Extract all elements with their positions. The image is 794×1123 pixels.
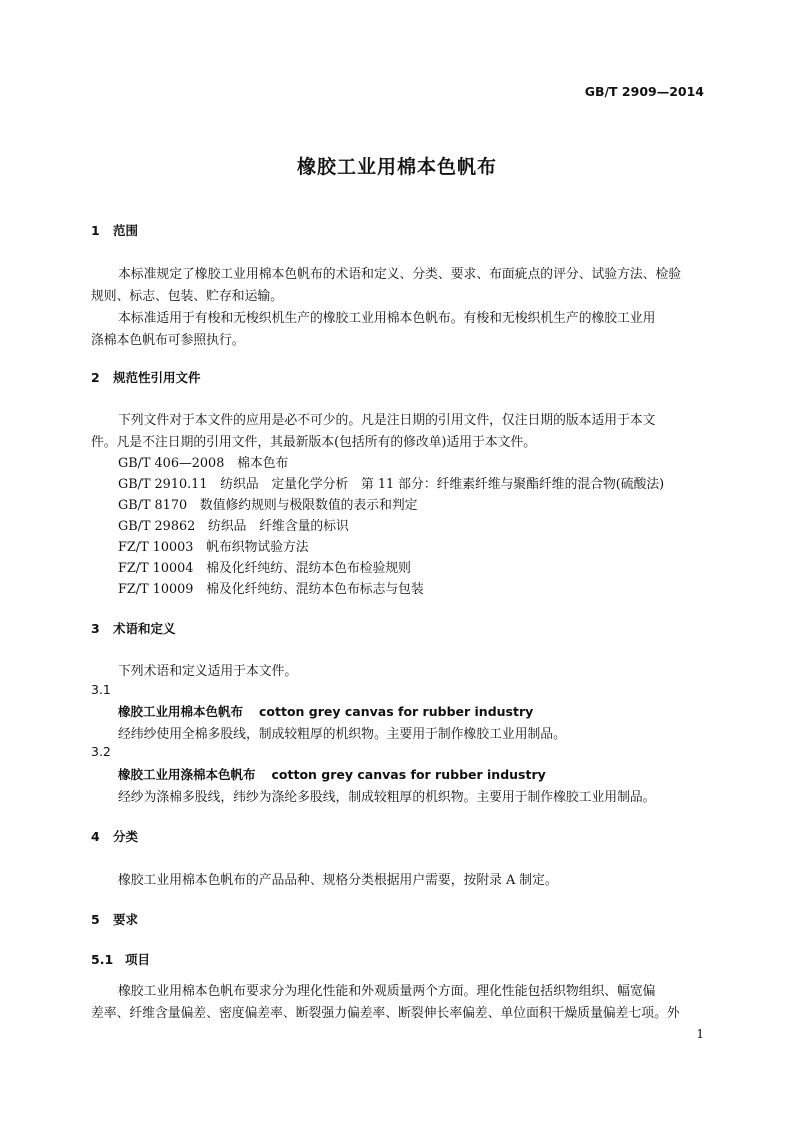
term-heading (118, 765, 546, 783)
section-number: 1 (91, 223, 100, 238)
paragraph-line: 件。凡是不注日期的引用文件，其最新版本(包括所有的修改单)适用于本文件。 (91, 435, 537, 450)
paragraph-line: 差率、纤维含量偏差、密度偏差率、断裂强力偏差率、断裂伸长率偏差、单位面积干燥质量偏差七项。外 (91, 1006, 680, 1021)
section-title: 分类 (113, 829, 139, 844)
section-number: 2 (91, 370, 100, 385)
reference-item (118, 494, 417, 513)
page-number: 1 (696, 1027, 704, 1041)
section-number: 5 (91, 912, 100, 927)
section-number: 4 (91, 829, 100, 844)
term-number: 3.2 (91, 744, 111, 759)
term-en: cotton grey canvas for rubber industry (259, 704, 534, 719)
paragraph-line: 下列术语和定义适用于本文件。 (118, 664, 298, 679)
section-4-heading (91, 827, 138, 845)
section-title: 规范性引用文件 (113, 370, 201, 385)
reference-name: 纺织品 定量化学分析 第 11 部分：纤维素纤维与聚酯纤维的混合物(硫酸法) (220, 477, 665, 492)
term-number: 3.1 (91, 682, 111, 697)
term-zh: 橡胶工业用棉本色帆布 (118, 704, 244, 719)
reference-name: 棉及化纤纯纺、混纺本色布检验规则 (206, 561, 411, 576)
reference-item (118, 578, 424, 597)
reference-name: 帆布织物试验方法 (206, 540, 309, 555)
reference-item (118, 557, 411, 576)
term-heading (118, 702, 533, 720)
reference-item (118, 515, 349, 534)
paragraph-line: 涤棉本色帆布可参照执行。 (91, 333, 245, 348)
reference-code: GB/T 2910.11 (118, 477, 208, 492)
reference-name: 数值修约规则与极限数值的表示和判定 (199, 498, 418, 513)
reference-name: 纺织品 纤维含量的标识 (208, 519, 349, 534)
term-definition: 经纬纱使用全棉多股线，制成较粗厚的机织物。主要用于制作橡胶工业用制品。 (118, 727, 566, 742)
reference-name: 棉本色布 (237, 456, 289, 471)
subsection-title: 项目 (125, 952, 151, 967)
section-title: 要求 (113, 912, 139, 927)
reference-name: 棉及化纤纯纺、混纺本色布标志与包装 (206, 582, 424, 597)
section-2-heading (91, 368, 201, 386)
reference-item (118, 452, 288, 471)
reference-code: GB/T 29862 (118, 519, 196, 534)
reference-code: FZ/T 10004 (118, 561, 194, 576)
term-en: cotton grey canvas for rubber industry (271, 767, 546, 782)
paragraph-line: 规则、标志、包装、贮存和运输。 (91, 289, 283, 304)
paragraph-line: 下列文件对于本文件的应用是必不可少的。凡是注日期的引用文件，仅注日期的版本适用于本文 (118, 413, 656, 428)
section-title: 术语和定义 (113, 621, 176, 636)
reference-code: GB/T 8170 (118, 498, 188, 513)
subsection-5-1-heading (91, 950, 150, 968)
paragraph-line: 本标准适用于有梭和无梭织机生产的橡胶工业用棉本色帆布。有梭和无梭织机生产的橡胶工业用 (118, 311, 656, 326)
reference-item (118, 473, 664, 492)
section-5-heading (91, 910, 138, 928)
section-number: 3 (91, 621, 100, 636)
subsection-number: 5.1 (91, 952, 114, 967)
document-number: GB/T 2909—2014 (584, 84, 704, 99)
reference-code: GB/T 406—2008 (118, 456, 225, 471)
reference-item (118, 536, 309, 555)
paragraph-line: 本标准规定了橡胶工业用棉本色帆布的术语和定义、分类、要求、布面疵点的评分、试验方法、检验 (118, 267, 682, 282)
document-title: 橡胶工业用棉本色帆布 (296, 156, 497, 178)
section-title: 范围 (113, 223, 139, 238)
reference-code: FZ/T 10003 (118, 540, 194, 555)
reference-code: FZ/T 10009 (118, 582, 194, 597)
paragraph-line: 橡胶工业用棉本色帆布的产品品种、规格分类根据用户需要，按附录 A 制定。 (118, 873, 558, 888)
term-definition: 经纱为涤棉多股线，纬纱为涤纶多股线，制成较粗厚的机织物。主要用于制作橡胶工业用制品。 (118, 790, 656, 805)
paragraph-line: 橡胶工业用棉本色帆布要求分为理化性能和外观质量两个方面。理化性能包括织物组织、幅宽偏 (118, 984, 656, 999)
section-3-heading (91, 619, 176, 637)
section-1-heading (91, 221, 138, 239)
term-zh: 橡胶工业用涤棉本色帆布 (118, 767, 256, 782)
